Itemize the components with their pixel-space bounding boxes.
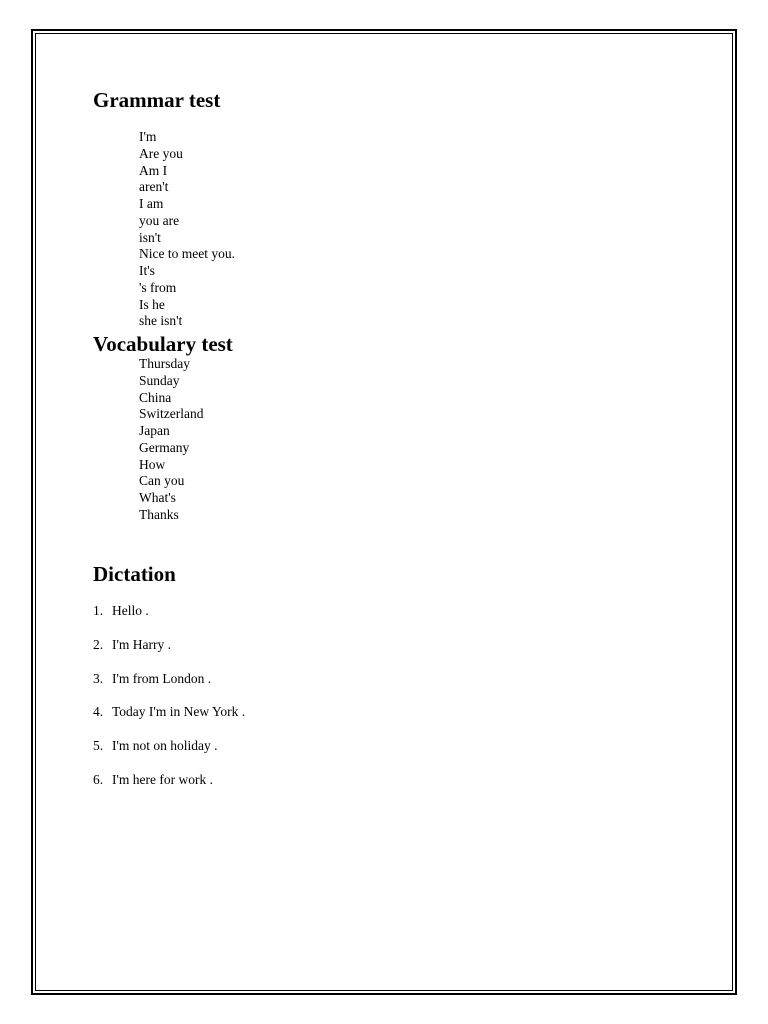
item-text: Today I'm in New York .	[112, 704, 246, 720]
item-text: Am I	[139, 162, 168, 178]
dictation-heading: Dictation	[93, 562, 176, 586]
item-number: 4.	[93, 704, 104, 720]
item-text: I'm Harry .	[112, 636, 172, 652]
item-text: Thanks	[139, 506, 179, 522]
item-text: Nice to meet you.	[139, 246, 235, 262]
item-text: 's from	[139, 279, 177, 295]
item-text: It's	[139, 263, 155, 278]
item-text: I'm	[139, 129, 157, 144]
item-text: I'm from London .	[112, 670, 212, 686]
item-text: I am	[139, 196, 164, 211]
item-number: 2.	[93, 636, 104, 652]
item-text: isn't	[139, 229, 161, 245]
item-number: 1.	[93, 603, 104, 618]
item-text: Hello .	[112, 603, 149, 618]
item-number: 6.	[93, 771, 104, 787]
item-text: she isn't	[139, 313, 183, 329]
item-text: Is he	[139, 296, 165, 312]
item-text: you are	[139, 212, 180, 228]
item-text: Are you	[139, 145, 183, 161]
item-number: 5.	[93, 738, 104, 754]
item-text: How	[139, 456, 166, 472]
item-text: Switzerland	[139, 406, 204, 422]
item-text: I'm not on holiday .	[112, 738, 218, 754]
item-text: I'm here for work .	[112, 771, 214, 787]
item-text: Sunday	[139, 372, 180, 388]
item-text: China	[139, 389, 172, 405]
item-text: Can you	[139, 473, 185, 489]
item-text: aren't	[139, 179, 169, 195]
vocabulary-test-heading: Vocabulary test	[93, 332, 233, 356]
item-text: Germany	[139, 439, 190, 455]
item-number: 3.	[93, 670, 104, 686]
item-text: What's	[139, 490, 176, 505]
item-text: Japan	[139, 423, 170, 438]
item-text: Thursday	[139, 356, 190, 371]
grammar-test-heading: Grammar test	[93, 88, 221, 112]
